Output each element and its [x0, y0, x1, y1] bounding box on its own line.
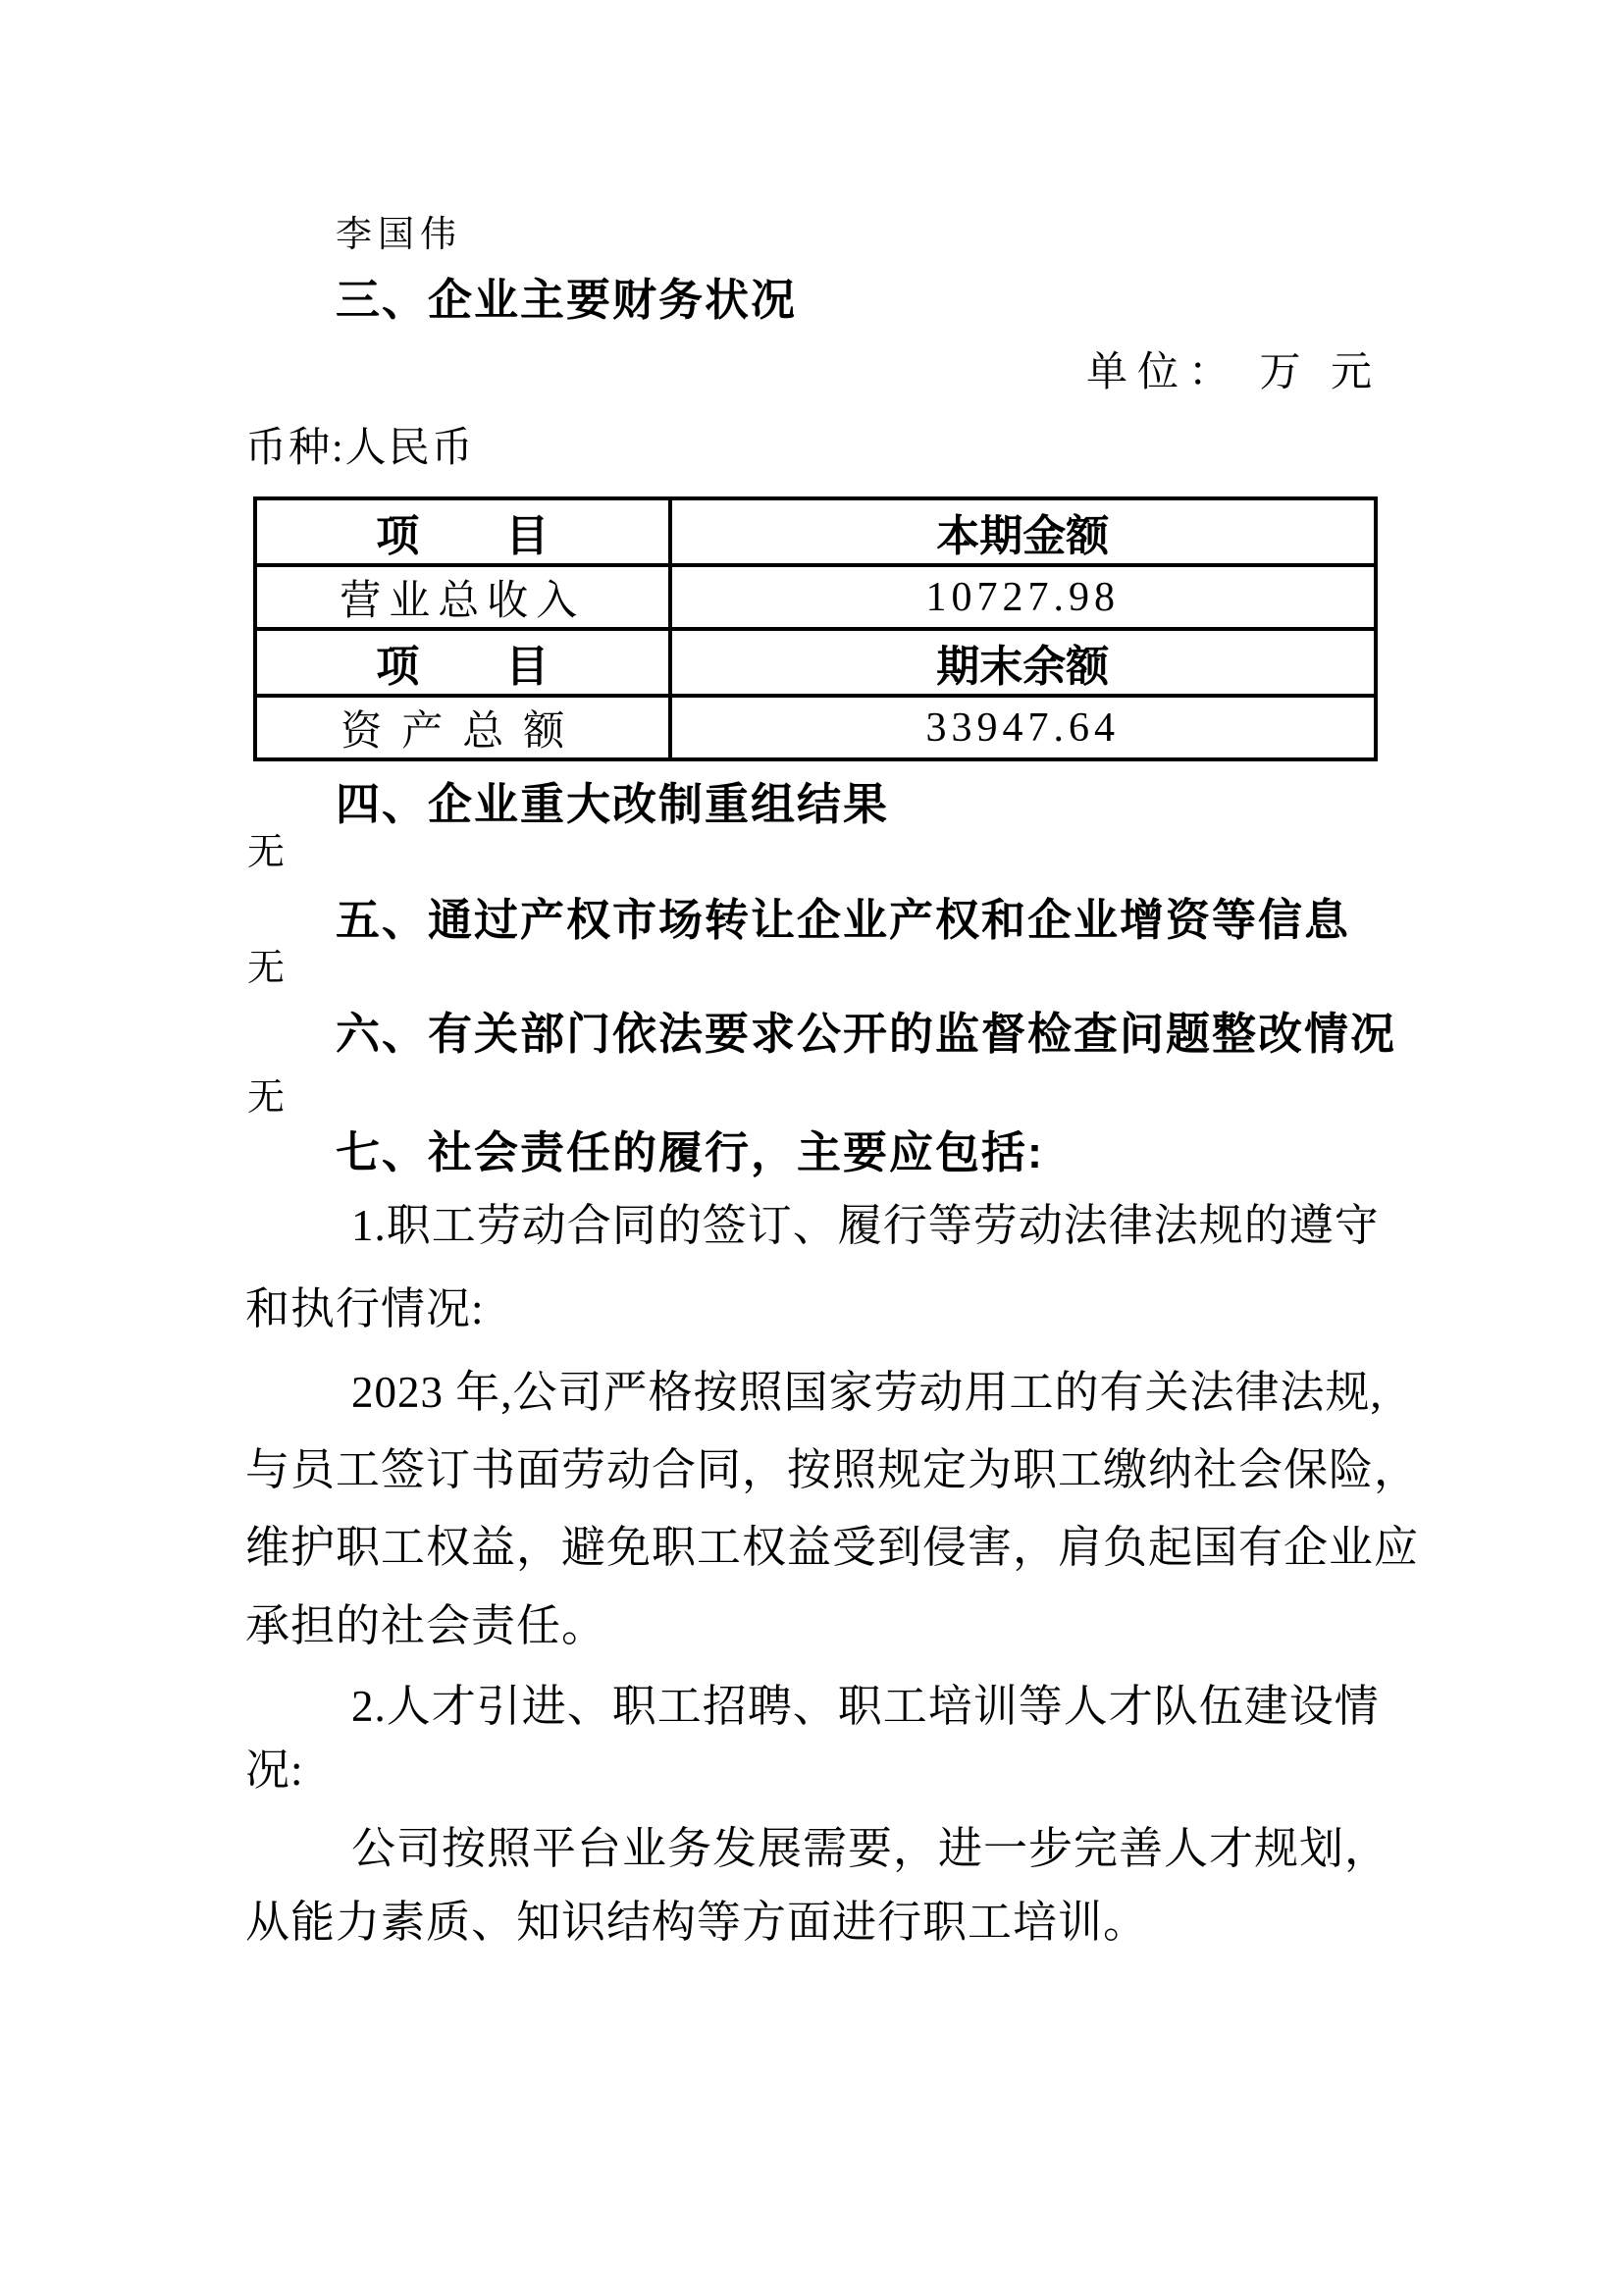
paragraph-2-line-2: 与员工签订书面劳动合同，按照规定为职工缴纳社会保险， [245, 1445, 1420, 1494]
section-heading-7-social-responsibility: 七、社会责任的履行，主要应包括: [336, 1127, 1044, 1177]
section-heading-5-equity-transfer: 五、通过产权市场转让企业产权和企业增资等信息 [336, 895, 1351, 945]
paragraph-4-line-2: 从能力素质、知识结构等方面进行职工培训。 [245, 1898, 1149, 1947]
table-header-ending-balance: 期末余额 [670, 629, 1376, 696]
table-row-total-assets [255, 696, 1376, 759]
currency-label: 币种:人民币 [245, 426, 475, 471]
paragraph-2-line-3: 维护职工权益，避免职工权益受到侵害，肩负起国有企业应 [245, 1523, 1420, 1572]
table-cell-assets-label: 资产总额 [255, 696, 670, 759]
paragraph-4-line-1: 公司按照平台业务发展需要，进一步完善人才规划， [351, 1824, 1390, 1873]
paragraph-3-line-2: 况: [245, 1746, 304, 1795]
section-heading-4-restructuring: 四、企业重大改制重组结果 [336, 779, 890, 829]
table-cell-revenue-value: 10727.98 [670, 565, 1376, 629]
table-header-current-amount: 本期金额 [670, 498, 1376, 565]
table-cell-revenue-label: 营业总收入 [255, 565, 670, 629]
table-header-item: 项 目 [255, 498, 670, 565]
table-cell-assets-value: 33947.64 [670, 696, 1376, 759]
section-6-answer-none: 无 [247, 1077, 286, 1119]
section-5-answer-none: 无 [247, 948, 286, 989]
paragraph-2-line-4: 承担的社会责任。 [245, 1601, 607, 1650]
section-heading-6-supervision: 六、有关部门依法要求公开的监督检查问题整改情况 [336, 1009, 1397, 1059]
unit-label: 单位： 万 元 [1085, 350, 1382, 395]
table-row-total-revenue [255, 565, 1376, 629]
section-4-answer-none: 无 [247, 832, 286, 873]
paragraph-1-line-2: 和执行情况: [245, 1284, 485, 1333]
section-heading-3-finance: 三、企业主要财务状况 [336, 275, 798, 325]
financial-table [253, 496, 1378, 761]
table-header-item-2: 项 目 [255, 629, 670, 696]
table-row-header-period-end [255, 629, 1376, 696]
table-row-header-current-period [255, 498, 1376, 565]
paragraph-1-line-1: 1.职工劳动合同的签订、履行等劳动法律法规的遵守 [351, 1201, 1380, 1250]
paragraph-3-line-1: 2.人才引进、职工招聘、职工培训等人才队伍建设情 [351, 1682, 1380, 1731]
paragraph-2-line-1: 2023 年,公司严格按照国家劳动用工的有关法律法规, [351, 1368, 1383, 1417]
person-name: 李国伟 [336, 215, 462, 255]
